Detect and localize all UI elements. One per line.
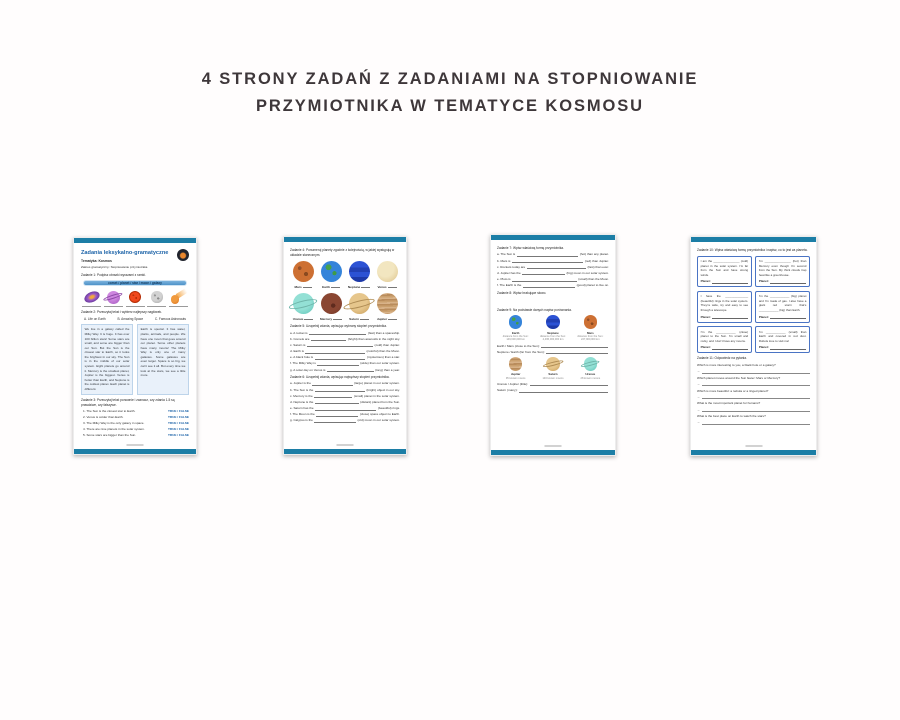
true-false-row xyxy=(83,427,189,431)
sentence-tail: (mysterious) than a star. xyxy=(366,355,400,360)
planet-name: Uranus xyxy=(585,372,596,377)
riddle-box xyxy=(697,256,752,288)
answer-blank xyxy=(530,383,608,386)
true-false-label: TRUE / FALSE xyxy=(168,408,189,413)
planet-data-item xyxy=(572,315,609,342)
heading-line-2: PRZYMIOTNIKA W TEMATYCE KOSMOSU xyxy=(256,97,644,116)
answer-blank xyxy=(315,389,365,392)
answer-blank xyxy=(314,395,352,398)
fill-sentence xyxy=(497,277,609,281)
answer-blank xyxy=(546,351,607,354)
compare-line xyxy=(497,382,609,386)
task8-sentence-list xyxy=(497,297,609,305)
planet-caption: distance from the Sun: xyxy=(577,334,604,338)
planet-caption: 95 known moons xyxy=(505,376,526,380)
worksheet-page-2[interactable] xyxy=(283,236,407,455)
planet-image xyxy=(349,261,370,282)
planet-name: Earth xyxy=(322,284,331,289)
page1-bottom-bar xyxy=(74,449,196,455)
task1-images-row xyxy=(81,290,189,308)
task11-label: Zadanie 11: Odpowiedz na pytania. xyxy=(697,356,747,361)
question-block xyxy=(697,401,810,412)
footer-watermark xyxy=(127,444,144,446)
answer-blank xyxy=(309,332,366,335)
task3-label: Zadanie 3: Przeczytaj tekst ponownie i zaznacz, czy zdania 1-5 są prawdziwe, czy fałszywe. xyxy=(81,398,175,407)
sentence-tail: (red) than Jupiter. xyxy=(584,258,609,263)
fill-sentence xyxy=(497,252,609,256)
planet-name: Mars xyxy=(294,284,302,289)
answer-blank xyxy=(712,347,748,350)
planet-label xyxy=(290,285,316,289)
planet-answer-label: Planet: xyxy=(758,314,769,319)
answer-blank xyxy=(702,383,811,386)
riddle-box xyxy=(755,291,810,323)
compare-line xyxy=(497,344,609,348)
planet-value: 4,495,000,000 km xyxy=(542,338,564,342)
statement-text: 3. The Milky Way is the only galaxy in space. xyxy=(83,421,145,426)
planet-data-item xyxy=(497,357,534,380)
answer-blank xyxy=(311,338,346,341)
option-c: C. Famous Astronauts xyxy=(154,316,186,321)
planet-label xyxy=(374,317,400,321)
answer-blank xyxy=(712,281,748,284)
answer-blank xyxy=(512,279,577,282)
arrow-icon: → xyxy=(697,420,700,425)
planet-image xyxy=(546,315,560,329)
fill-sentence xyxy=(497,283,609,287)
order-number-blank xyxy=(388,285,397,288)
planet-answer-line xyxy=(701,279,749,283)
sentence-tail: (fast) than ever. xyxy=(587,264,609,269)
planet-caption: 28 known moons xyxy=(580,376,601,380)
answer-line xyxy=(147,306,166,307)
planet-label xyxy=(290,317,316,321)
planet-item xyxy=(374,293,400,321)
galaxy-icon xyxy=(82,289,101,305)
sentence-lead: c. Rockets today are xyxy=(497,264,526,269)
fill-sentence xyxy=(290,400,400,404)
main-heading xyxy=(0,66,900,120)
planet-caption: distance from the Sun: xyxy=(540,334,566,338)
fill-sentence xyxy=(290,337,400,341)
question-text: What is the best place on Earth to watch the stars? xyxy=(697,414,766,419)
order-number-blank xyxy=(361,285,370,288)
task6-sentence-list xyxy=(290,381,400,423)
planet-image xyxy=(584,315,598,329)
planet-item xyxy=(290,293,316,321)
brand-logo-icon xyxy=(177,249,189,261)
order-number-blank xyxy=(388,317,397,320)
answer-line xyxy=(126,306,145,307)
worksheet-page-3[interactable] xyxy=(490,234,616,456)
compare-prompt: Neptune / Earth (far from the Sun): xyxy=(497,349,545,354)
sentence-lead: e. Saturn has the xyxy=(290,406,314,411)
planet-item xyxy=(346,261,372,289)
statement-text: 4. There are nine planets in the solar system. xyxy=(83,427,145,432)
sentence-lead: g. A solar day on Venus is xyxy=(290,367,326,372)
sentence-tail: (colorful) than the Moon. xyxy=(366,349,400,354)
sentence-lead: b. Mars is xyxy=(497,258,511,263)
heading-options-row xyxy=(81,317,189,322)
task5-sentence-list xyxy=(290,331,400,373)
answer-blank xyxy=(702,396,811,399)
sentence-tail: (fast) than a spaceship. xyxy=(367,330,400,335)
task4-label: Zadanie 4: Ponumeruj planety zgodnie z kolejnością, w jakiej występują w układzie słonecznym. xyxy=(290,248,395,257)
task7-label: Zadanie 7: Wpisz właściwą formę przymiotnika. xyxy=(497,246,564,250)
planet-answer-line xyxy=(701,345,749,349)
planet-name: Saturn xyxy=(548,372,558,377)
answer-blank xyxy=(702,409,811,412)
sentence-tail: (small) than the Moon. xyxy=(578,277,609,282)
task1-label: Zadanie 1: Podpisz obrazki wyrazami z ramki. xyxy=(81,272,146,277)
answer-blank xyxy=(702,422,811,425)
image-cell-comet xyxy=(169,290,188,308)
question-text: What is the most important planet for humans? xyxy=(697,401,761,406)
riddle-text: I'm the ____________ (big) planet and I'm made of gas. I also have a giant red storm that's ____________ (big) than Earth. xyxy=(758,294,807,312)
planet-label xyxy=(374,285,400,289)
answer-blank xyxy=(315,401,359,404)
planet-image xyxy=(321,293,342,314)
compare-lines-2 xyxy=(497,382,609,393)
compare-line xyxy=(497,388,609,392)
sentence-lead: d. Jupiter has the xyxy=(497,270,521,275)
riddle-box xyxy=(755,256,810,288)
question-block xyxy=(697,363,810,374)
reading-text-left: We live in a galaxy called the Milky Way. It is huge. It has over 100 billion stars! Some stars are small, and some are bigger than our Sun. But the Sun is the closest star to Earth, so it looks the brightest in our sky. The Sun is in the middle of our solar system. Eight planets go around it. Mercury is the smallest planet, Jupiter is the biggest. Venus is hotter than Earth, and Neptune is the coldest planet. Each planet is different. xyxy=(81,324,133,395)
image-cell-planet xyxy=(104,290,123,308)
reading-text-right: Earth is special. It has water, plants, animals, and people. We have one moon that goes around our planet. Some other planets have many moons! The Milky Way is only one of many galaxies. Some galaxies are even larger. Space is so big, we can't see it all. But every time we look at the stars, we see a little more. xyxy=(137,324,189,395)
sentence-tail: (small) planet in the solar system. xyxy=(353,393,400,398)
fill-sentence xyxy=(290,381,400,385)
planet-label xyxy=(318,285,344,289)
fill-sentence xyxy=(290,361,400,365)
planet-name: Neptune xyxy=(547,330,559,335)
sentence-tail: (bright) than asteroids in the night sky. xyxy=(347,336,400,341)
sentence-lead: g. Calypso is the xyxy=(290,418,313,423)
task7-sentence-list xyxy=(497,252,609,287)
sentence-lead: a. A rocket is xyxy=(290,330,308,335)
riddle-box xyxy=(697,326,752,353)
planet-answer-label: Planet: xyxy=(700,279,711,284)
question-block xyxy=(697,414,810,425)
fill-sentence xyxy=(497,265,609,269)
task5-label: Zadanie 5: Uzupełnij zdania, wpisując wybrany stopień przymiotnika. xyxy=(290,324,387,329)
true-false-list xyxy=(81,409,189,438)
star-icon xyxy=(129,291,142,304)
answer-blank xyxy=(702,371,811,374)
planet-data-item xyxy=(535,315,572,342)
fill-sentence xyxy=(497,271,609,275)
answer-blank xyxy=(527,266,586,269)
worksheet-title: Zadania leksykalno-gramatyczne xyxy=(81,250,169,256)
order-number-blank xyxy=(360,317,369,320)
task10-label: Zadanie 10: Wpisz właściwą formę przymiotnika i napisz, co to jest za planeta. xyxy=(697,248,808,252)
statement-text: 1. The Sun is the closest star to Earth. xyxy=(83,408,136,413)
question-block xyxy=(697,389,810,400)
compare-lines-1 xyxy=(497,344,609,355)
compare-prompt: Earth / Mars (close to the Sun): xyxy=(497,343,540,348)
planet-label xyxy=(346,285,372,289)
sentence-lead: d. Earth is xyxy=(290,349,304,354)
answer-line xyxy=(82,306,101,307)
distance-planets-row xyxy=(497,315,609,342)
question-block xyxy=(697,376,810,387)
fill-sentence xyxy=(290,388,400,392)
option-a: A. Life on Earth xyxy=(84,316,106,321)
fill-sentence xyxy=(290,355,400,359)
planet-label xyxy=(346,317,372,321)
moon-planets-row xyxy=(497,357,609,380)
moon-icon xyxy=(151,291,163,303)
true-false-label: TRUE / FALSE xyxy=(168,427,189,432)
planet-answer-line xyxy=(759,315,807,319)
page4-bottom-bar xyxy=(691,450,816,456)
footer-watermark xyxy=(545,445,562,447)
sentence-lead: c. Mercury is the xyxy=(290,393,313,398)
true-false-label: TRUE / FALSE xyxy=(168,433,189,438)
sentence-lead: e. Pluto is xyxy=(497,277,511,282)
true-false-row xyxy=(83,421,189,425)
arrow-icon: → xyxy=(697,407,700,412)
question-text: Which is more beautiful: a nebula or a ringed planet? xyxy=(697,388,769,393)
planet-answer-label: Planet: xyxy=(700,345,711,350)
sentence-tail: (close) space object to Earth. xyxy=(359,412,400,417)
answer-blank xyxy=(522,272,565,275)
riddle-text: I'm ________________ (hot) than Mercury even though I'm second from the Sun. My thick clouds trap heat like a greenhouse. xyxy=(758,259,807,277)
answer-line xyxy=(104,306,123,307)
sentence-lead: c. Saturn is xyxy=(290,342,306,347)
planet-item xyxy=(318,293,344,321)
planet-caption: distance from the Sun: xyxy=(502,334,529,338)
answer-blank xyxy=(770,347,806,350)
arrow-icon: → xyxy=(697,369,700,374)
planet-item xyxy=(290,261,316,289)
answer-row xyxy=(697,369,810,373)
sentence-lead: e. A black hole is xyxy=(290,355,314,360)
answer-blank xyxy=(307,344,373,347)
footer-watermark xyxy=(337,444,354,446)
answer-blank xyxy=(327,369,374,372)
answer-blank xyxy=(512,260,583,263)
answer-row xyxy=(697,408,810,412)
sentence-lead: a. Jupiter is the xyxy=(290,381,311,386)
planet-name: Mercury xyxy=(320,316,333,321)
riddle-text: I am the ________________ (cold) planet in the solar system. I'm far from the Sun and have strong winds. xyxy=(700,259,749,277)
image-cell-moon xyxy=(147,290,166,308)
answer-blank xyxy=(517,254,579,257)
fill-sentence xyxy=(290,412,400,416)
sentence-lead: f. The Moon is the xyxy=(290,412,315,417)
answer-blank xyxy=(316,414,358,417)
riddle-text: I'm ____________ (small) than Earth and covered in red dust. Robots love to visit me! xyxy=(758,329,807,343)
planet-label xyxy=(318,317,344,321)
planet-item xyxy=(318,261,344,289)
true-false-row xyxy=(83,433,189,437)
sentence-tail: (beautiful) rings. xyxy=(377,406,400,411)
worksheet-page-1[interactable] xyxy=(73,237,197,455)
planet-answer-label: Planet: xyxy=(758,345,769,350)
riddle-boxes xyxy=(697,256,810,354)
answer-blank xyxy=(314,420,356,423)
planet-data-item xyxy=(535,357,572,380)
answer-blank xyxy=(315,357,366,360)
theme-label: Tematyka: Kosmos xyxy=(81,259,112,264)
sentence-lead: f. The Milky Way is xyxy=(290,361,316,366)
footer-watermark xyxy=(745,445,762,447)
answer-blank xyxy=(770,316,806,319)
sentence-tail: (large) planet in our solar system. xyxy=(354,381,400,386)
order-number-blank xyxy=(303,285,312,288)
sentence-tail: (good) planet to live on. xyxy=(576,283,609,288)
sentence-lead: d. Neptune is the xyxy=(290,399,314,404)
statement-text: 5. Some stars are bigger than the Sun. xyxy=(83,433,137,438)
answer-line xyxy=(169,306,188,307)
planet-name: Earth xyxy=(511,330,520,335)
planet-item xyxy=(346,293,372,321)
true-false-row xyxy=(83,415,189,419)
arrow-icon: → xyxy=(697,394,700,399)
question-text: Which planet moves around the Sun faster: Mars or Mercury? xyxy=(697,375,781,380)
answer-blank xyxy=(312,383,352,386)
answer-blank xyxy=(523,285,575,288)
order-number-blank xyxy=(304,317,313,320)
planet-image xyxy=(293,261,314,282)
true-false-label: TRUE / FALSE xyxy=(168,414,189,419)
planet-image xyxy=(377,293,398,314)
sentence-tail: (old) moon in our solar system. xyxy=(357,418,400,423)
comet-icon xyxy=(171,291,187,304)
planet-answer-line xyxy=(759,345,807,349)
planet-image xyxy=(509,357,523,371)
planet-name: Jupiter xyxy=(376,316,388,321)
planet-name: Uranus xyxy=(292,316,304,321)
task9-label: Zadanie 9: Na podstawie danych napisz porównania. xyxy=(497,307,572,312)
sentence-lead: f. The Earth is the xyxy=(497,283,522,288)
sentence-tail: (hot) than any planet. xyxy=(579,252,609,257)
planet-value: 149,600,000 km xyxy=(506,338,525,342)
planet-answer-label: Planet: xyxy=(700,314,711,319)
sentence-tail: (cold) than Jupiter. xyxy=(374,342,400,347)
question-text: Which is more interesting to you, a black hole or a galaxy? xyxy=(697,363,776,368)
planet-data-item xyxy=(497,315,534,342)
sentence-tail: (big) moon in our solar system. xyxy=(566,270,609,275)
answer-blank xyxy=(315,408,376,411)
planet-answer-line xyxy=(701,315,749,319)
fill-sentence xyxy=(290,418,400,422)
planet-name: Jupiter xyxy=(510,372,521,377)
image-cell-galaxy xyxy=(82,290,101,308)
planet-caption: 146 known moons xyxy=(542,376,564,380)
true-false-row xyxy=(83,409,189,413)
task6-label: Zadanie 6: Uzupełnij zdania, wpisując najwyższy stopień przymiotnika. xyxy=(290,375,390,380)
word-bank: comet / planet / star / moon / galaxy xyxy=(83,280,187,286)
planet-name: Neptune xyxy=(347,284,361,289)
option-b: B. Amazing Space xyxy=(117,316,144,321)
riddle-box xyxy=(755,326,810,353)
planet-image xyxy=(321,261,342,282)
sentence-tail: (distant) planet from the Sun. xyxy=(360,399,400,404)
sentence-tail: (bright) object in our sky. xyxy=(366,387,400,392)
answer-blank xyxy=(770,281,806,284)
order-number-blank xyxy=(333,317,342,320)
planet-answer-line xyxy=(759,279,807,283)
true-false-label: TRUE / FALSE xyxy=(168,421,189,426)
sentence-lead: b. The Sun is the xyxy=(290,387,314,392)
planet-data-item xyxy=(572,357,609,380)
reading-text-columns xyxy=(81,324,189,395)
page3-bottom-bar xyxy=(491,450,615,456)
question-list xyxy=(697,363,810,424)
compare-prompt: Uranus / Jupiter (little): xyxy=(497,381,529,386)
answer-blank xyxy=(712,316,748,319)
task2-label: Zadanie 2: Przeczytaj tekst i wybierz najlepszy nagłówek. xyxy=(81,310,162,315)
planet-item xyxy=(374,261,400,289)
planet-name: Mars xyxy=(586,330,594,335)
sentence-lead: b. Comets are xyxy=(290,336,310,341)
planet-value: 227,900,000 km xyxy=(581,338,600,342)
fill-sentence xyxy=(290,394,400,398)
scope-label: Zakres gramatyczny: Stopniowanie przymiotnika xyxy=(81,265,148,270)
sentence-lead: a. The Sun is xyxy=(497,252,516,257)
task8-label: Zadanie 8: Wpisz brakujące słowo. xyxy=(497,290,547,295)
sentence-tail: (long) than a year. xyxy=(375,367,400,372)
compare-prompt: Saturn (many): xyxy=(497,388,518,393)
order-number-blank xyxy=(331,285,340,288)
fill-sentence xyxy=(290,406,400,410)
heading-line-1: 4 STRONY ZADAŃ Z ZADANIAMI NA STOPNIOWANIE xyxy=(201,70,699,88)
image-cell-star xyxy=(126,290,145,308)
planet-image xyxy=(509,315,523,329)
answer-row xyxy=(697,420,810,424)
fill-sentence xyxy=(290,343,400,347)
fill-sentence xyxy=(290,368,400,372)
answer-row xyxy=(697,382,810,386)
planet-answer-label: Planet: xyxy=(758,279,769,284)
arrow-icon: → xyxy=(697,382,700,387)
answer-blank xyxy=(541,345,607,348)
answer-blank xyxy=(519,390,608,393)
planet-grid xyxy=(290,261,400,321)
statement-text: 2. Venus is colder than Earth. xyxy=(83,414,124,419)
worksheet-page-4[interactable] xyxy=(690,236,817,456)
fill-sentence xyxy=(497,259,609,263)
planet-image xyxy=(377,261,398,282)
riddle-text: I have the ______________ (beautiful) rings in the solar system. They're wide, icy and easy to see through a telescope. xyxy=(700,294,749,312)
answer-row xyxy=(697,395,810,399)
page2-bottom-bar xyxy=(284,449,406,455)
planet-name: Venus xyxy=(377,284,387,289)
sentence-tail: (wide) than our solar system. xyxy=(360,361,400,366)
compare-line xyxy=(497,350,609,354)
fill-sentence xyxy=(290,331,400,335)
riddle-text: I'm the ____________ (close) planet to the Sun. I'm small and rocky, and I don't have any moons. xyxy=(700,329,749,343)
riddle-box xyxy=(697,291,752,323)
answer-blank xyxy=(317,363,358,366)
planet-name: Saturn xyxy=(349,316,359,321)
answer-blank xyxy=(305,351,365,354)
fill-sentence xyxy=(290,349,400,353)
